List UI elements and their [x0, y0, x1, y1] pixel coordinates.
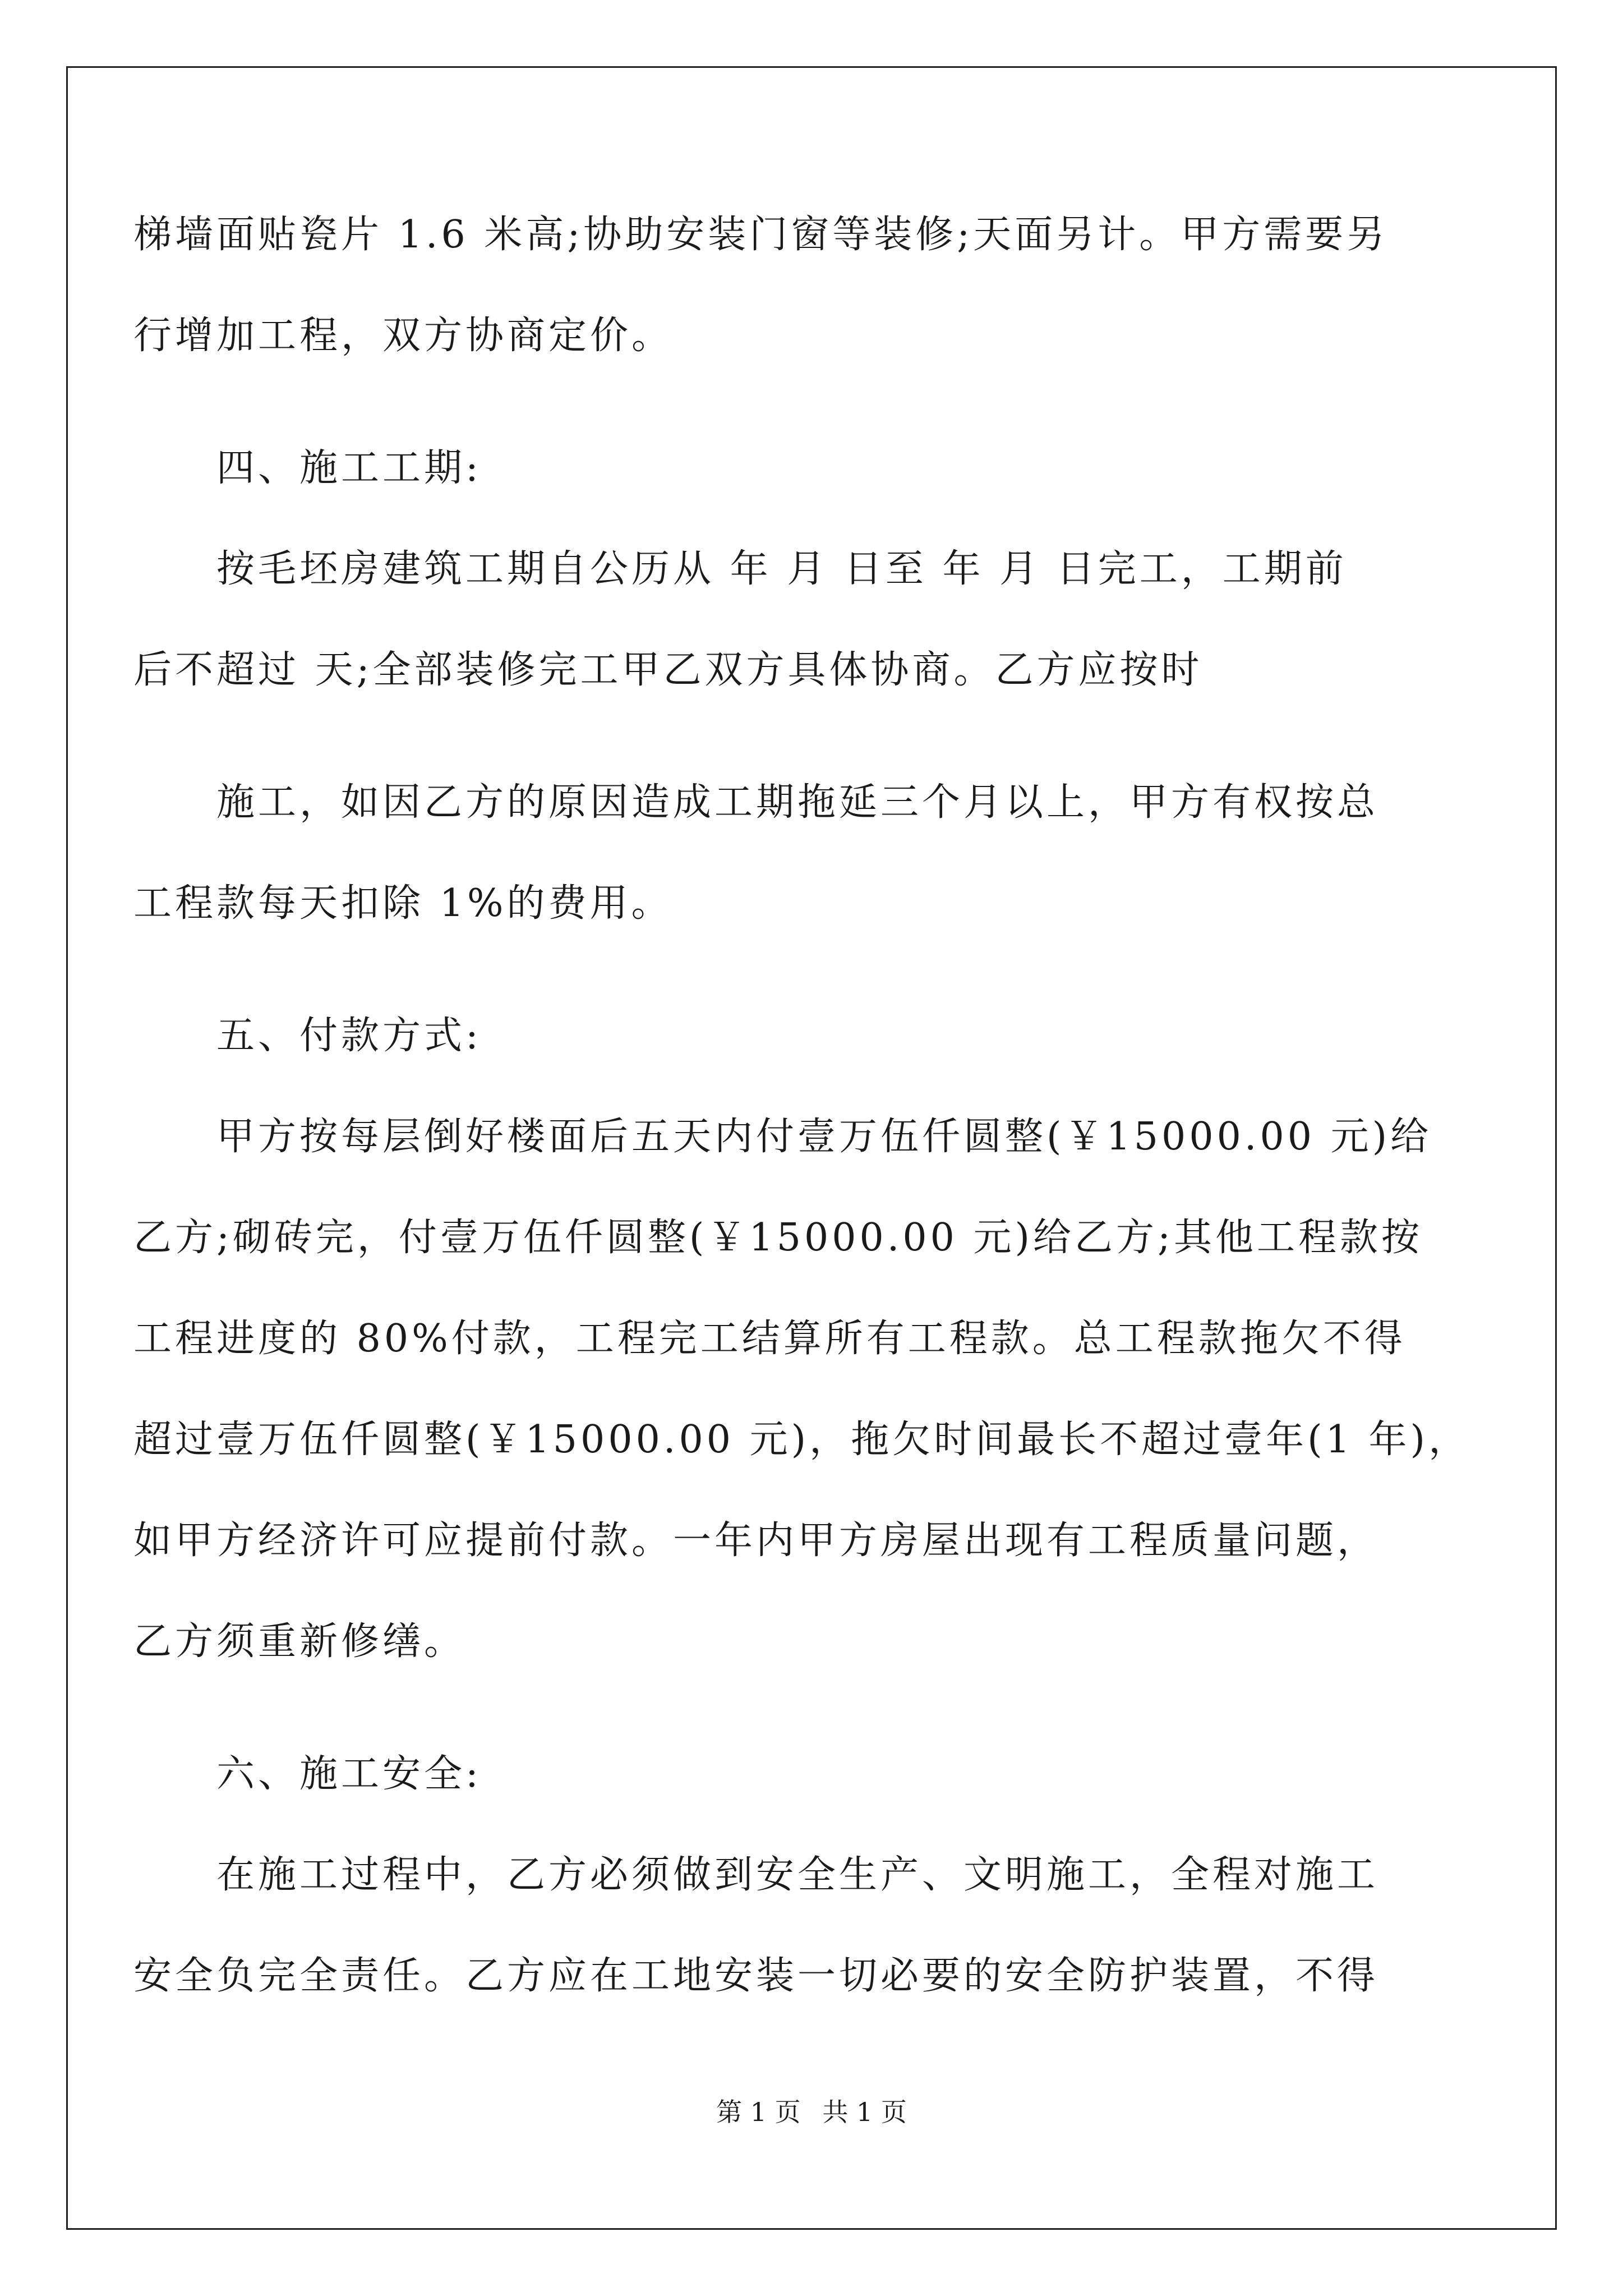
section-heading: 五、付款方式:	[216, 1014, 482, 1058]
text-line: 后不超过 天;全部装修完工甲乙双方具体协商。乙方应按时	[133, 648, 1203, 692]
page-count: 共 1 页	[822, 2097, 907, 2127]
page-footer	[0, 2095, 1623, 2129]
text-line: 工程进度的 80%付款，工程完工结算所有工程款。总工程款拖欠不得	[133, 1317, 1406, 1361]
text-line: 工程款每天扣除 1%的费用。	[133, 881, 673, 926]
text-line: 如甲方经济许可应提前付款。一年内甲方房屋出现有工程质量问题，	[133, 1519, 1379, 1563]
section-heading: 六、施工安全:	[216, 1752, 482, 1796]
text-line: 施工，如因乙方的原因造成工期拖延三个月以上，甲方有权按总	[216, 780, 1379, 825]
text-line: 按毛坯房建筑工期自公历从 年 月 日至 年 月 日完工，工期前	[216, 547, 1347, 591]
text-line: 在施工过程中，乙方必须做到安全生产、文明施工，全程对施工	[216, 1853, 1379, 1897]
text-line: 安全负完全责任。乙方应在工地安装一切必要的安全防护装置，不得	[133, 1954, 1379, 1998]
text-line: 甲方按每层倒好楼面后五天内付壹万伍仟圆整(￥15000.00 元)给	[216, 1115, 1432, 1159]
text-line: 乙方;砌砖完，付壹万伍仟圆整(￥15000.00 元)给乙方;其他工程款按	[133, 1216, 1423, 1260]
section-heading: 四、施工工期:	[216, 446, 482, 490]
page-number: 第 1 页	[716, 2097, 801, 2127]
text-line: 超过壹万伍仟圆整(￥15000.00 元)，拖欠时间最长不超过壹年(1 年)，	[133, 1418, 1470, 1462]
text-line: 行增加工程，双方协商定价。	[133, 314, 674, 358]
text-line: 梯墙面贴瓷片 1.6 米高;协助安装门窗等装修;天面另计。甲方需要另	[133, 213, 1389, 257]
text-line: 乙方须重新修缮。	[133, 1619, 466, 1664]
